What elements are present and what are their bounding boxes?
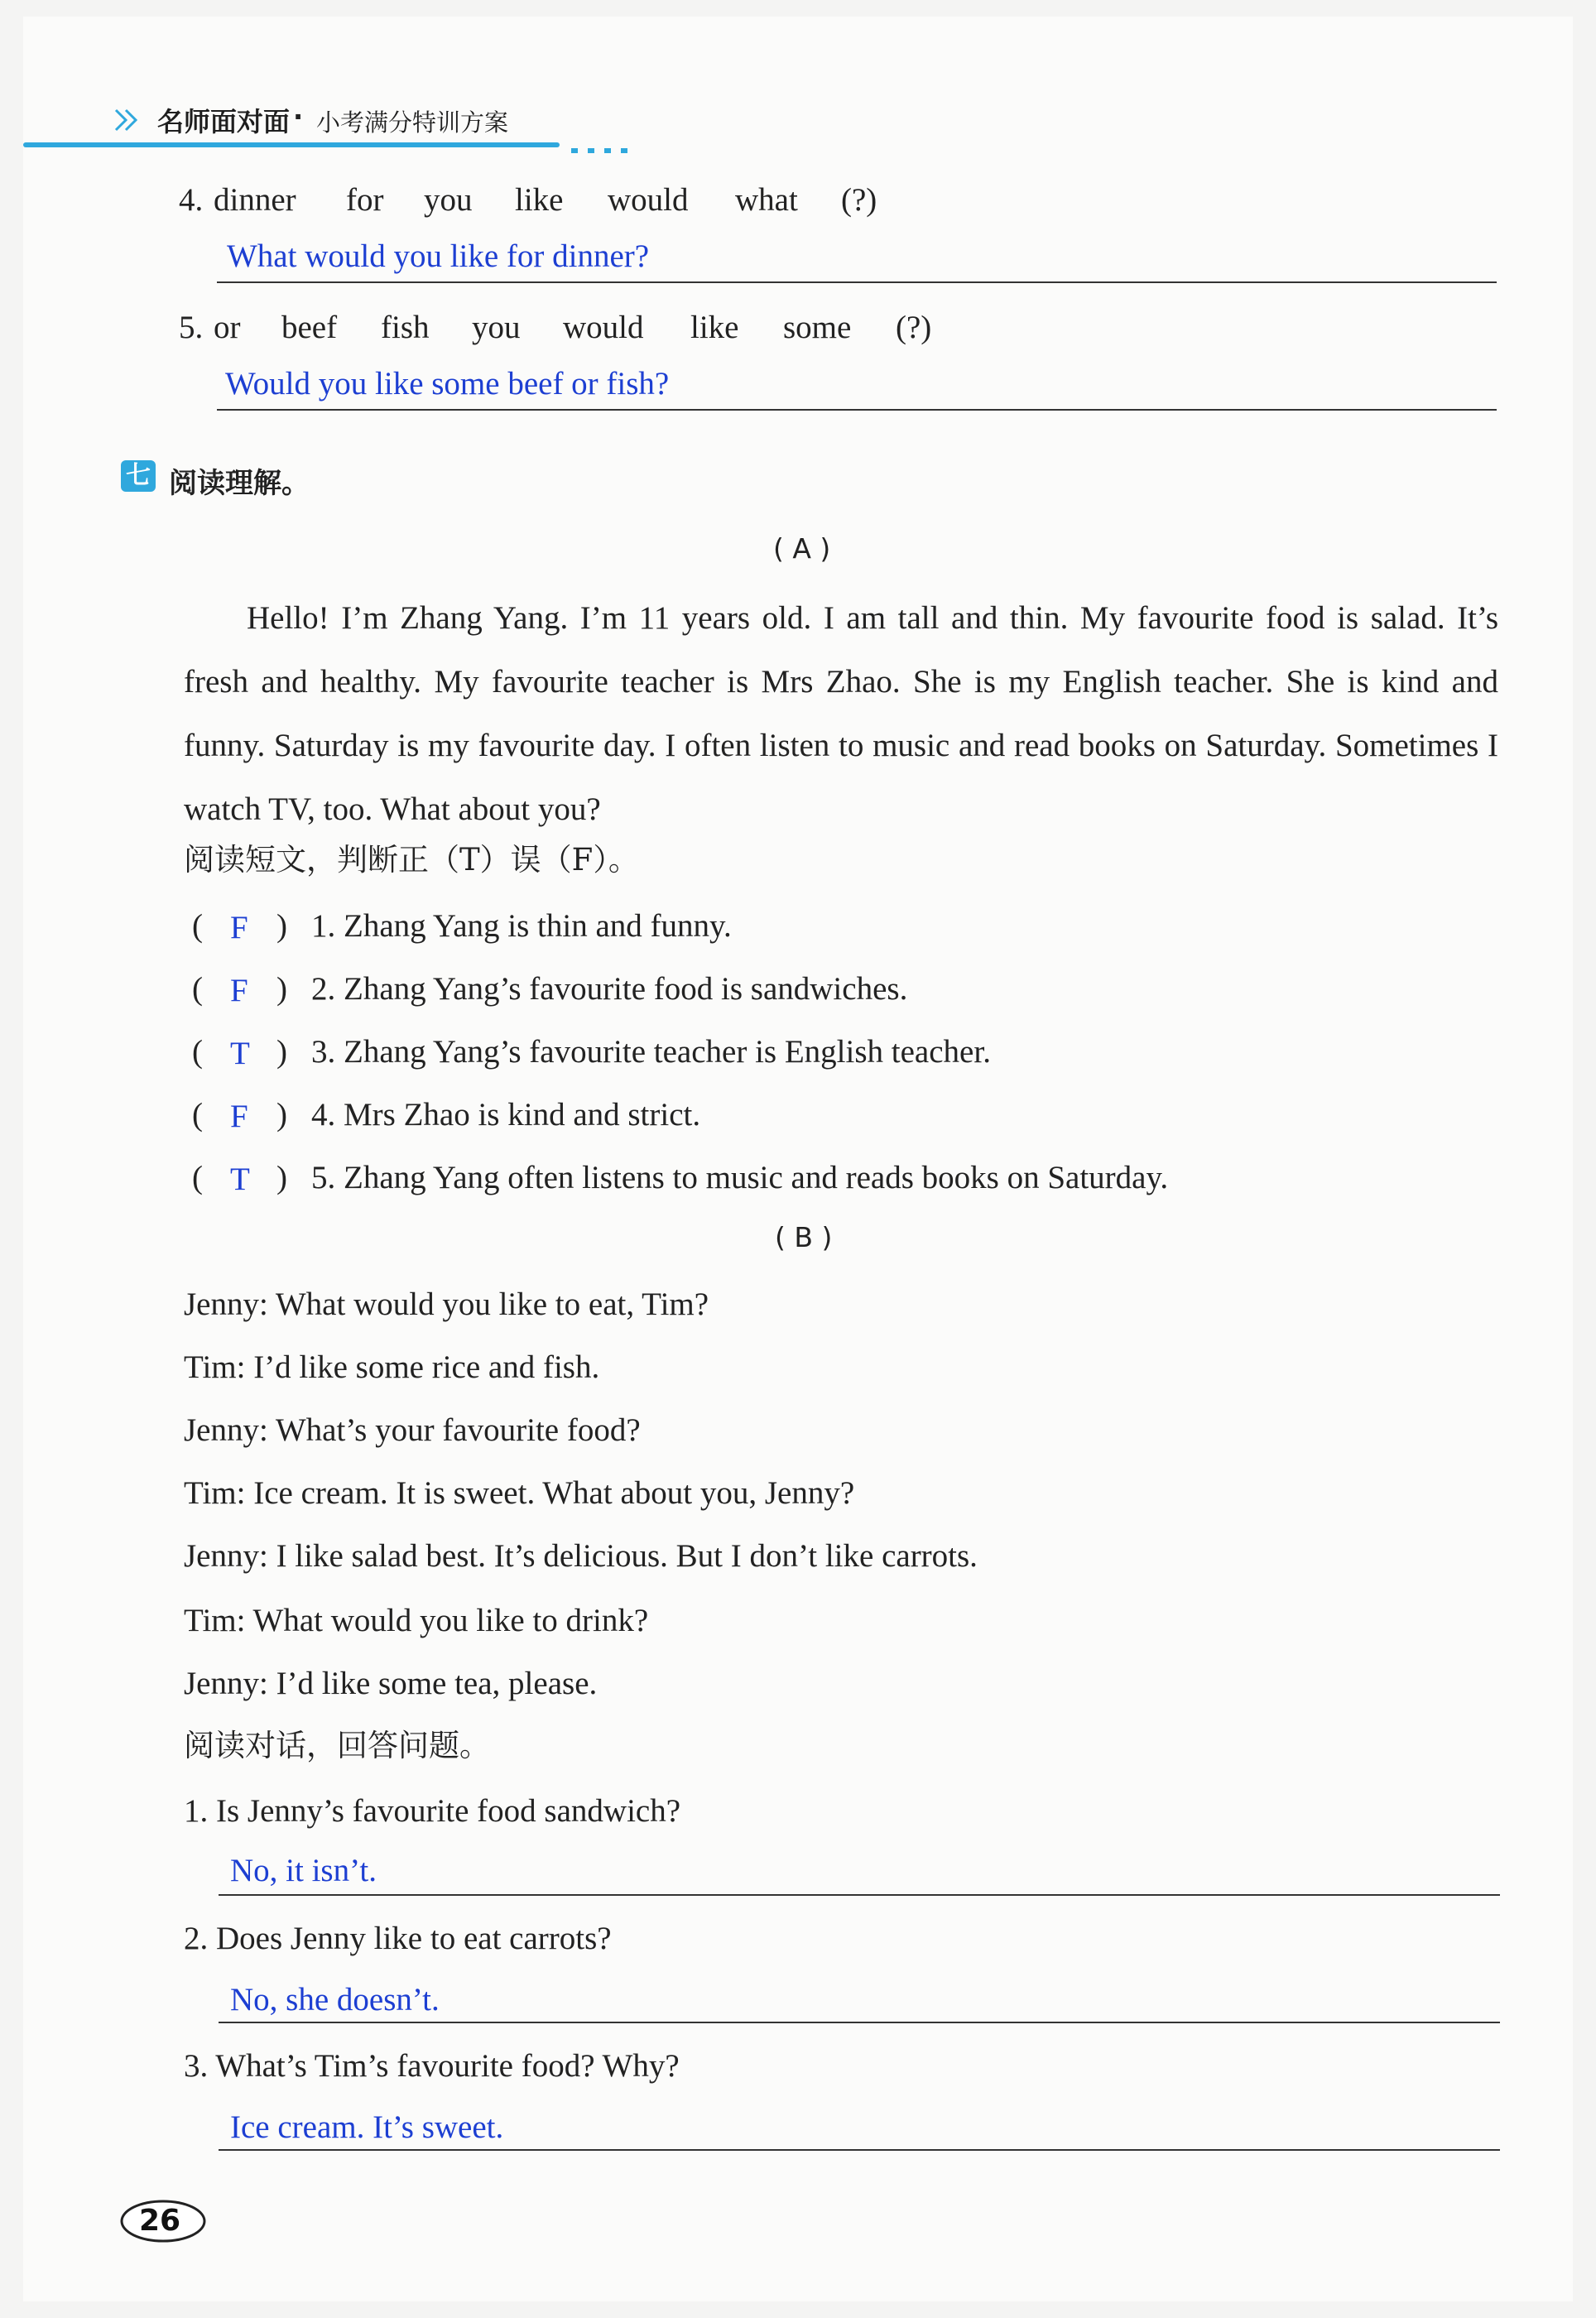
scrambled-word: or <box>214 310 241 345</box>
answer-line <box>217 281 1497 283</box>
scrambled-word: like <box>690 310 739 345</box>
answer-text: No, it isn’t. <box>230 1853 377 1888</box>
scrambled-word: you <box>424 182 473 218</box>
scrambled-word: fish <box>381 310 430 345</box>
scrambled-word: some <box>783 310 852 345</box>
section-title: 阅读理解。 <box>169 467 310 500</box>
tf-answer: F <box>230 910 248 945</box>
header-brand: 名师面对面 <box>157 106 291 137</box>
question-number: 5. <box>179 310 204 345</box>
header-underline <box>23 142 560 147</box>
answer-text: Would you like some beef or fish? <box>225 366 670 402</box>
page-number: 26 <box>139 2204 181 2238</box>
page-number-badge <box>119 2199 207 2243</box>
answer-line <box>219 2149 1500 2151</box>
dialogue-line: Tim: I’d like some rice and fish. <box>184 1349 600 1385</box>
scrambled-word: (?) <box>841 182 877 218</box>
scrambled-word: like <box>515 182 564 218</box>
tf-statement: 4. Mrs Zhao is kind and strict. <box>311 1097 701 1133</box>
part-a-instruction: 阅读短文，判断正（T）误（F）。 <box>184 842 639 878</box>
dialogue-line: Tim: Ice cream. It is sweet. What about you, Jenny? <box>184 1475 855 1511</box>
answer-line <box>219 2022 1500 2023</box>
reading-passage <box>184 586 1498 841</box>
answer-line <box>219 1894 1500 1896</box>
question-text: 1. Is Jenny’s favourite food sandwich? <box>184 1793 681 1829</box>
dialogue-line: Jenny: I like salad best. It’s delicious. But I don’t like carrots. <box>184 1538 978 1574</box>
header-separator: · <box>293 101 304 132</box>
tf-statement: 5. Zhang Yang often listens to music and reads books on Saturday. <box>311 1160 1169 1195</box>
scrambled-word: you <box>472 310 521 345</box>
passage-text: Hello! I’m Zhang Yang. I’m 11 years old. I am tall and thin. My favourite food is salad. It’s fresh and healthy. My favourite teacher is Mrs Zhao. She is my English teacher. She is kind and funny. Saturday is my favourite day. I often listen to music and read books on Saturday. Sometimes I watch TV, too. What about you? <box>184 600 1498 827</box>
dialogue-line: Jenny: What’s your favourite food? <box>184 1412 641 1448</box>
scrambled-word: dinner <box>214 182 296 218</box>
question-number: 4. <box>179 182 204 218</box>
tf-statement: 1. Zhang Yang is thin and funny. <box>311 908 732 944</box>
answer-text: What would you like for dinner? <box>227 238 650 274</box>
part-a-label: ( A ) <box>773 532 831 565</box>
question-text: 2. Does Jenny like to eat carrots? <box>184 1921 612 1956</box>
tf-answer: F <box>230 973 248 1008</box>
header-dots <box>571 142 637 147</box>
question-text: 3. What’s Tim’s favourite food? Why? <box>184 2048 680 2084</box>
tf-statement: 2. Zhang Yang’s favourite food is sandwiches. <box>311 971 908 1007</box>
scrambled-word: for <box>346 182 384 218</box>
scrambled-word: would <box>608 182 689 218</box>
scrambled-word: what <box>735 182 798 218</box>
tf-answer: T <box>230 1161 250 1197</box>
part-b-instruction: 阅读对话，回答问题。 <box>184 1728 490 1763</box>
answer-line <box>217 409 1497 411</box>
part-b-label: ( B ) <box>775 1221 833 1253</box>
double-chevron-icon <box>114 108 142 132</box>
answer-text: No, she doesn’t. <box>230 1982 440 2017</box>
tf-statement: 3. Zhang Yang’s favourite teacher is English teacher. <box>311 1034 991 1070</box>
section-badge: 七 <box>121 460 156 492</box>
scrambled-word: would <box>563 310 644 345</box>
scrambled-word: beef <box>281 310 338 345</box>
dialogue-line: Jenny: I’d like some tea, please. <box>184 1666 598 1701</box>
dialogue-line: Jenny: What would you like to eat, Tim? <box>184 1286 709 1322</box>
header-subtitle: 小考满分特训方案 <box>316 108 509 137</box>
scrambled-word: (?) <box>896 310 932 345</box>
answer-text: Ice cream. It’s sweet. <box>230 2109 504 2145</box>
dialogue-line: Tim: What would you like to drink? <box>184 1603 649 1638</box>
tf-answer: F <box>230 1099 248 1134</box>
tf-answer: T <box>230 1036 250 1071</box>
